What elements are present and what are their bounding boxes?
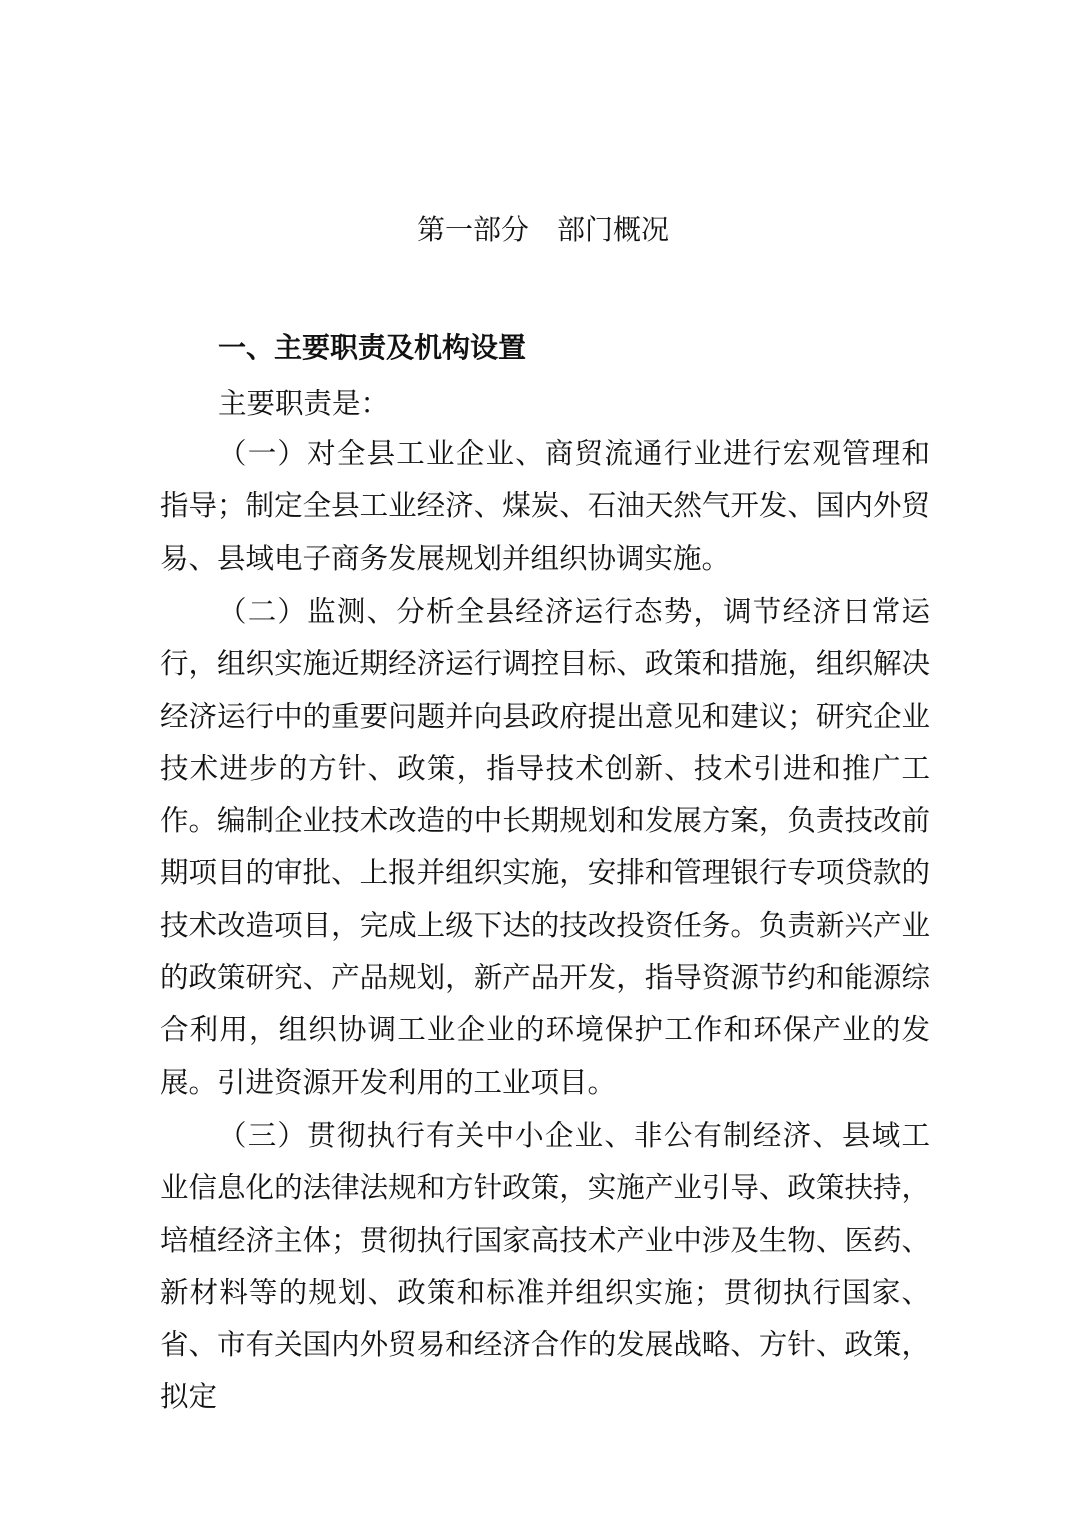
part-title: 第一部分 部门概况: [416, 213, 669, 246]
duty-paragraph-1: （一）对全县工业企业、商贸流通行业进行宏观管理和指导；制定全县工业经济、煤炭、石油天然气开发、国内外贸易、县域电子商务发展规划并组织协调实施。: [160, 437, 930, 575]
section-heading: 一、主要职责及机构设置: [218, 331, 527, 364]
duty-paragraph-3: （三）贯彻执行有关中小企业、非公有制经济、县域工业信息化的法律法规和方针政策，实施产业引导、政策扶持，培植经济主体；贯彻执行国家高技术产业中涉及生物、医药、新材料等的规划、政策和标准并组织实施；贯彻执行国家、省、市有关国内外贸易和经济合作的发展战略、方针、政策，拟定: [160, 1119, 930, 1414]
duties-intro: 主要职责是：: [218, 387, 390, 420]
duty-paragraph-2: （二）监测、分析全县经济运行态势，调节经济日常运行，组织实施近期经济运行调控目标、政策和措施，组织解决经济运行中的重要问题并向县政府提出意见和建议；研究企业技术进步的方针、政策，指导技术创新、技术引进和推广工作。编制企业技术改造的中长期规划和发展方案，负责技改前期项目的审批、上报并组织实施，安排和管理银行专项贷款的技术改造项目，完成上级下达的技改投资任务。负责新兴产业的政策研究、产品规划，新产品开发，指导资源节约和能源综合利用，组织协调工业企业的环境保护工作和环保产业的发展。引进资源开发利用的工业项目。: [160, 595, 930, 1099]
